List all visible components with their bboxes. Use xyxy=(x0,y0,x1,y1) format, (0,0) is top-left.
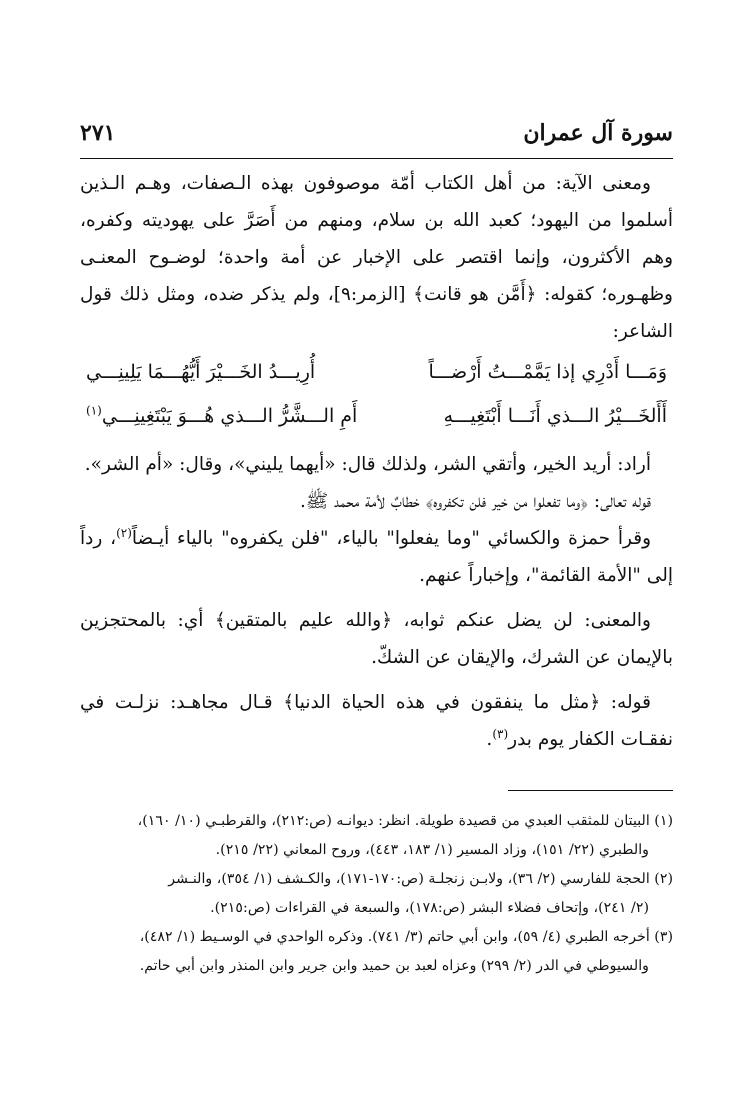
verse-2-second-text: أَمِ الـــشَّرُّ الـــذي هُـــوَ يَبْتَغِينِـــي xyxy=(101,405,358,427)
paragraph-explanation: أراد: أريد الخير، وأتقي الشر، ولذلك قال: «أيهما يليني»، وقال: «أم الشر». xyxy=(84,454,651,475)
page-number: ٢٧١ xyxy=(80,120,116,146)
footnote-2-line-2: (٢/ ٢٤١)، وإتحاف فضلاء البشر (ص:١٧٨)، والسبعة في القراءات (ص:٢١٥). xyxy=(210,900,649,916)
footnote-1 xyxy=(80,807,673,865)
footnote-1-line-1: (١) البيتان للمثقب العبدي من قصيدة طويلة. انظر: ديوانـه (ص:٢١٢)، والقرطبـي (١٠/ ١٦٠)، xyxy=(137,813,673,829)
footnote-1-line-2: والطبري (٢٢/ ١٥١)، وزاد المسير (١/ ١٨٣، ٤٤٣)، وروح المعاني (٢٢/ ٢١٥). xyxy=(215,842,649,858)
footnote-2-line-1: (٢) الحجة للفارسي (٢/ ٣٦)، ولابـن زنجلـة (ص:١٧٠-١٧١)، والكـشف (١/ ٣٥٤)، والنـشر xyxy=(168,871,673,887)
paragraph-spending xyxy=(80,684,673,758)
poem-verse-2 xyxy=(80,394,673,438)
footnote-2 xyxy=(80,865,673,923)
paragraph-reading xyxy=(80,520,673,594)
verse-1-second-hemistich: أُرِيـــدُ الخَـــيْرَ أَيُّهُـــمَا يَلِينِـــي xyxy=(86,361,316,383)
footnotes xyxy=(80,807,673,981)
spending-text-b: . xyxy=(486,729,493,750)
verse-1-first-hemistich: وَمَـــا أَدْرِي إذا يَمَّمْـــتُ أَرْضـــاً xyxy=(428,361,667,383)
verse-2-first-hemistich: أَأَلخَـــيْرُ الـــذي أَنَـــا أَبْتَغِيـــهِ xyxy=(443,405,667,427)
footnote-3-line-2: والسيوطي في الدر (٢/ ٢٩٩) وعزاه لعبد بن حميد وابن جرير وابن المنذر وابن أبي حاتم. xyxy=(139,958,649,974)
footnote-ref-1[interactable]: (١) xyxy=(86,403,102,418)
footnote-3 xyxy=(80,923,673,981)
paragraph-address: قوله تعالى: ﴿وما تفعلوا من خير فلن تكفروه﴾ خطابٌ لأمة محمد ﷺ. xyxy=(300,491,651,512)
footnote-ref-2[interactable]: (٢) xyxy=(116,525,132,540)
reading-text-b: ، رداً إلى "الأمة القائمة"، وإخباراً عنهم. xyxy=(80,528,673,586)
footnote-separator xyxy=(508,790,673,791)
paragraph-meaning-reward: والمعنى: لن يضل عنكم ثوابه، ﴿والله عليم بالمتقين﴾ أي: بالمحتجزين بالإيمان عن الشرك، والإيقان عن الشكّ. xyxy=(80,610,673,668)
footnote-ref-3[interactable]: (٣) xyxy=(492,726,509,741)
main-text xyxy=(80,165,673,758)
book-page xyxy=(80,120,673,981)
surah-title: سورة آل عمران xyxy=(523,120,673,146)
spending-text-a: قوله: ﴿مثل ما ينفقون في هذه الحياة الدنيا﴾ قـال مجاهـد: نزلـت في نفقـات الكفار يوم بدر xyxy=(80,692,673,750)
reading-text-a: وقرأ حمزة والكسائي "وما يفعلوا" بالياء، "فلن يكفروه" بالياء أيـضاً xyxy=(131,528,652,549)
verse-2-second-hemistich xyxy=(86,394,357,438)
paragraph-meaning: ومعنى الآية: من أهل الكتاب أمّة موصوفون بهذه الـصفات، وهـم الـذين أسلموا من اليهود؛ كعبد الله بن سلام، ومنهم من أَصَرَّ على يهوديته وكفره، وهم الأكثرون، وإنما اقتصر على الإخبار عن أمة واحدة؛ لوضـوح المعنـى وظهـوره؛ كقوله: ﴿أَمَّن هو قانت﴾ [الزمر:٩]، ولم يذكر ضده، ومثل ذلك قول الشاعر: xyxy=(80,173,673,342)
poem-verse-1 xyxy=(80,350,673,394)
footnote-3-line-1: (٣) أخرجه الطبري (٤/ ٥٩)، وابن أبي حاتم (٣/ ٧٤١). وذكره الواحدي في الوسـيط (١/ ٤٨٢)، xyxy=(139,929,673,945)
page-header xyxy=(80,120,673,159)
